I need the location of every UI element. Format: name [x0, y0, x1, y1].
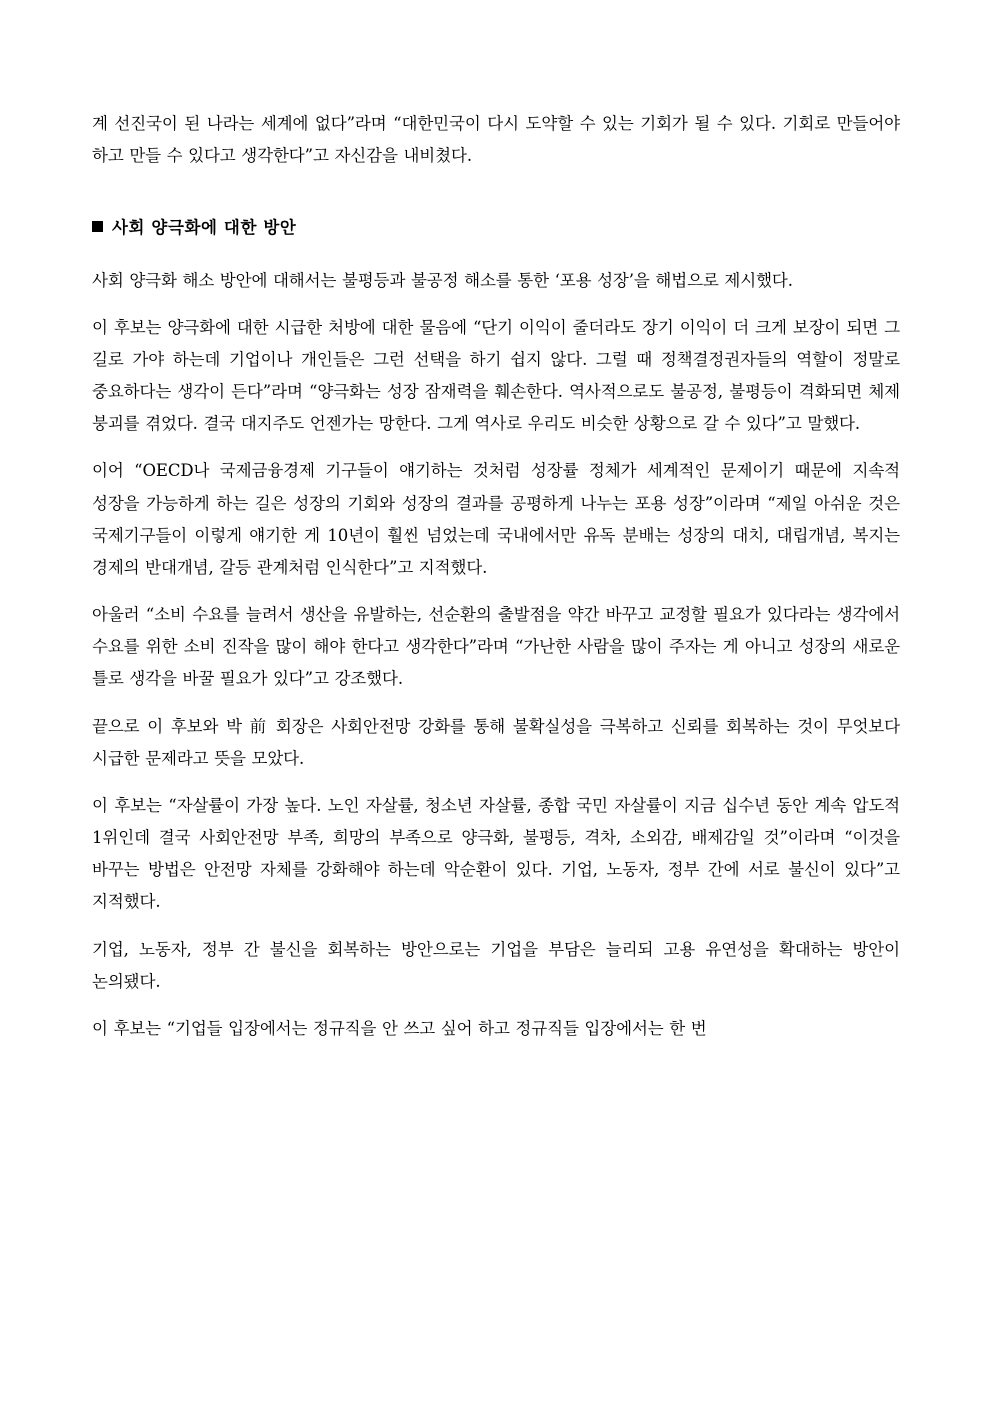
- continued-paragraph: 계 선진국이 된 나라는 세계에 없다”라며 “대한민국이 다시 도약할 수 있는 기회가 될 수 있다. 기회로 만들어야 하고 만들 수 있다고 생각한다”고 자신감을 내비쳤다.: [92, 114, 900, 166]
- document-body: [92, 108, 900, 1045]
- paragraph: 아울러 “소비 수요를 늘려서 생산을 유발하는, 선순환의 출발점을 약간 바꾸고 교정할 필요가 있다라는 생각에서 수요를 위한 소비 진작을 많이 해야 한다고 생각한다”라며 “가난한 사람을 많이 주자는 게 아니고 성장의 새로운 틀로 생각을 바꿀 필요가 있다”고 강조했다.: [92, 605, 900, 689]
- paragraph: 이 후보는 “기업들 입장에서는 정규직을 안 쓰고 싶어 하고 정규직들 입장에서는 한 번: [92, 1018, 707, 1038]
- section-heading: [92, 212, 900, 244]
- square-bullet-icon: [92, 221, 103, 232]
- paragraph: 기업, 노동자, 정부 간 불신을 회복하는 방안으로는 기업을 부담은 늘리되 고용 유연성을 확대하는 방안이 논의됐다.: [92, 939, 900, 991]
- paragraph: 끝으로 이 후보와 박 前 회장은 사회안전망 강화를 통해 불확실성을 극복하고 신뢰를 회복하는 것이 무엇보다 시급한 문제라고 뜻을 모았다.: [92, 716, 900, 768]
- paragraph: 이 후보는 양극화에 대한 시급한 처방에 대한 물음에 “단기 이익이 줄더라도 장기 이익이 더 크게 보장이 되면 그 길로 가야 하는데 기업이나 개인들은 그런 선택을 하기 쉽지 않다. 그럴 때 정책결정권자들의 역할이 정말로 중요하다는 생각이 든다”라며 “양극화는 성장 잠재력을 훼손한다. 역사적으로도 불공정, 불평등이 격화되면 체제 붕괴를 겪었다. 결국 대지주도 언젠가는 망한다. 그게 역사로 우리도 비슷한 상황으로 갈 수 있다”고 말했다.: [92, 317, 900, 434]
- section-heading-text: 사회 양극화에 대한 방안: [112, 218, 297, 238]
- paragraph: 사회 양극화 해소 방안에 대해서는 불평등과 불공정 해소를 통한 ‘포용 성장’을 해법으로 제시했다.: [92, 270, 793, 290]
- paragraph: 이어 “OECD나 국제금융경제 기구들이 얘기하는 것처럼 성장률 정체가 세계적인 문제이기 때문에 지속적 성장을 가능하게 하는 길은 성장의 기회와 성장의 결과를 공평하게 나누는 포용 성장”이라며 “제일 아쉬운 것은 국제기구들이 이렇게 얘기한 게 10년이 훨씬 넘었는데 국내에서만 유독 분배는 성장의 대치, 대립개념, 복지는 경제의 반대개념, 갈등 관계처럼 인식한다”고 지적했다.: [92, 461, 900, 577]
- paragraph: 이 후보는 “자살률이 가장 높다. 노인 자살률, 청소년 자살률, 종합 국민 자살률이 지금 십수년 동안 계속 압도적 1위인데 결국 사회안전망 부족, 희망의 부족으로 양극화, 불평등, 격차, 소외감, 배제감일 것”이라며 “이것을 바꾸는 방법은 안전망 자체를 강화해야 하는데 악순환이 있다. 기업, 노동자, 정부 간에 서로 불신이 있다”고 지적했다.: [92, 795, 900, 912]
